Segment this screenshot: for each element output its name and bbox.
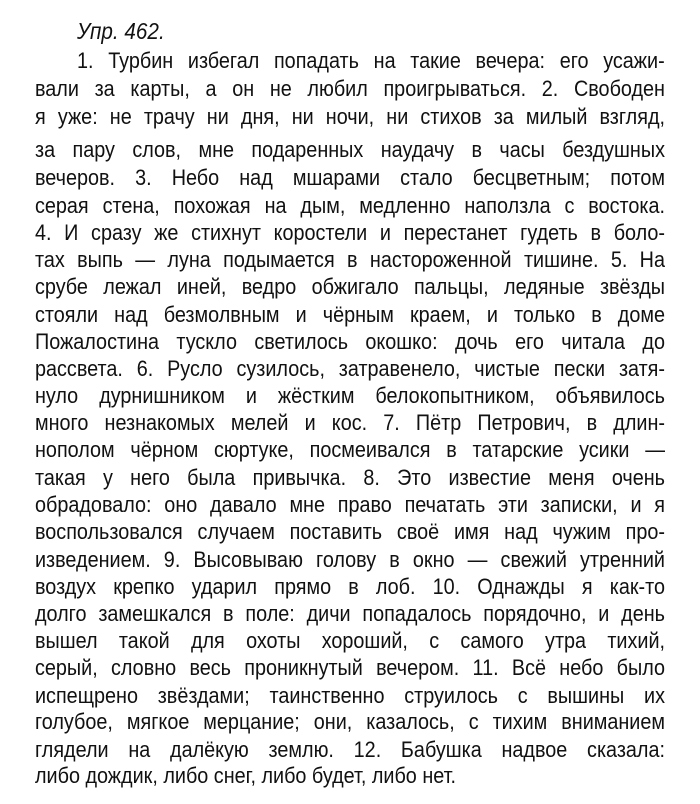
text-line: вали за карты, а он не любил проигрываться. 2. Свободен <box>35 76 665 101</box>
text-line: я уже: не трачу ни дня, ни ночи, ни стихов за милый взгляд, <box>35 104 665 129</box>
text-line: 4. И сразу же стихнут коростели и перестанет гудеть в боло- <box>35 220 665 245</box>
text-line: долго замешкался в поле: дичи попадалось порядочно, и день <box>35 601 665 626</box>
text-line: срубе лежал иней, ведро обжигало пальцы, ледяные звёзды <box>35 274 665 299</box>
text-line: голубое, мягкое мерцание; они, казалось, с тихим вниманием <box>35 709 665 734</box>
text-line: стояли над безмолвным и чёрным краем, и только в доме <box>35 302 665 327</box>
text-line-last: либо дождик, либо снег, либо будет, либо нет. <box>35 763 456 788</box>
text-line: воздух крепко ударил прямо в лоб. 10. Однажды я как-то <box>35 574 665 599</box>
text-line: вечеров. 3. Небо над мшарами стало бесцветным; потом <box>35 165 665 190</box>
text-line: обрадовало: оно давало мне право печатать эти записки, и я <box>35 492 665 517</box>
text-line: 1. Турбин избегал попадать на такие вечера: его усажи- <box>77 48 665 73</box>
text-line: нуло дурнишником и жёстким белокопытником, объявилось <box>35 383 665 408</box>
text-line: рассвета. 6. Русло сузилось, затравенело, чистые пески затя- <box>35 356 665 381</box>
exercise-title: Упр. 462. <box>77 18 165 44</box>
text-line: испещрено звёздами; таинственно струилось с вышины их <box>35 683 665 708</box>
text-line: такая у него была привычка. 8. Это известие меня очень <box>35 465 665 490</box>
text-line: вышел такой для охоты хороший, с самого утра тихий, <box>35 628 665 653</box>
text-line: глядели на далёкую землю. 12. Бабушка надвое сказала: <box>35 737 665 762</box>
text-line: за пару слов, мне подаренных наудачу в часы бездушных <box>35 137 665 162</box>
text-line: серый, словно весь проникнутый вечером. 11. Всё небо было <box>35 655 665 680</box>
text-line: воспользовался случаем поставить своё имя над чужим про- <box>35 519 665 544</box>
text-line: Пожалостина тускло светилось окошко: дочь его читала до <box>35 329 665 354</box>
text-line: нополом чёрном сюртуке, посмеивался в татарские усики — <box>35 437 665 462</box>
text-line: много незнакомых мелей и кос. 7. Пётр Петрович, в длин- <box>35 410 665 435</box>
text-line: тах выпь — луна подымается в настороженной тишине. 5. На <box>35 247 665 272</box>
text-line: серая стена, похожая на дым, медленно наползла с востока. <box>35 193 665 218</box>
text-line: изведением. 9. Высовываю голову в окно — свежий утренний <box>35 547 665 572</box>
